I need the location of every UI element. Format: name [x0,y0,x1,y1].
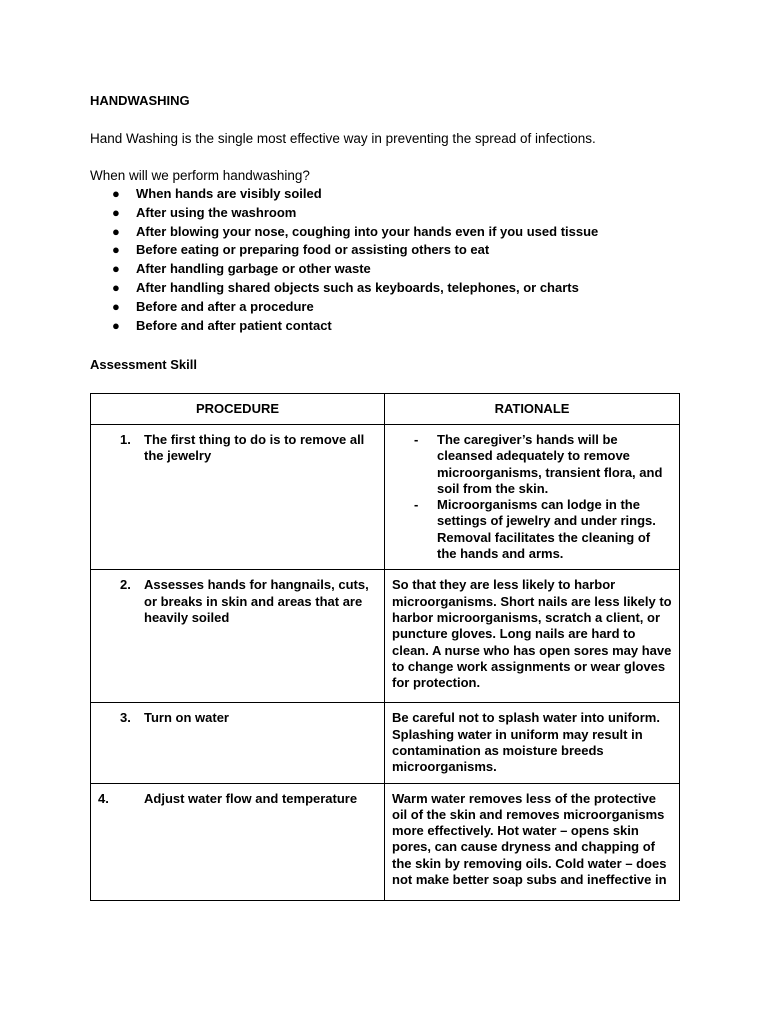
procedure-table [90,393,680,901]
list-item: ● Before and after patient contact [112,317,332,333]
rationale-cell [385,703,680,783]
page-title: HANDWASHING [90,93,190,108]
rationale-text: So that they are less likely to harbor microorganisms. Short nails are less likely to harbor microorganisms, scratch a client, or puncture gloves. Long nails are hard to clean. A nurse who has open sores may have to change work assignments or wear gloves for protection. [392,577,672,691]
rationale-cell [385,783,680,900]
table-row [91,425,680,570]
bullet-icon: ● [112,317,120,333]
step-number: 4. [98,790,109,806]
table-row [91,783,680,900]
list-item: ● After blowing your nose, coughing into your hands even if you used tissue [112,223,599,239]
bullet-icon: ● [112,279,120,295]
rationale-cell [385,425,680,570]
table-row [91,570,680,703]
rationale-text: Warm water removes less of the protective oil of the skin and removes microorganisms more effectively. Hot water – opens skin pores, can cause dryness and chapping of the skin by removing oils. Cold water – does not make better soap subs and ineffective in [392,790,667,888]
column-header-procedure: PROCEDURE [91,394,385,425]
dash-marker: - [414,497,419,513]
procedure-cell [91,425,385,570]
intro-paragraph: Hand Washing is the single most effective way in preventing the spread of infections. [90,131,596,146]
table-header-row [91,394,680,425]
procedure-text: Assesses hands for hangnails, cuts, or breaks in skin and areas that are heavily soiled [144,577,369,625]
bullet-icon: ● [112,223,120,239]
rationale-cell [385,570,680,703]
rationale-text: Be careful not to splash water into uniform. Splashing water in uniform may result in contamination as moisture breeds microorganisms. [392,710,660,775]
step-number: 2. [120,577,131,593]
table-row [91,703,680,783]
bullet-icon: ● [112,298,120,314]
bullet-icon: ● [112,261,120,277]
question-line: When will we perform handwashing? [90,168,310,183]
procedure-cell [91,703,385,783]
column-header-rationale: RATIONALE [385,394,680,425]
list-item: ● After handling shared objects such as keyboards, telephones, or charts [112,279,579,295]
list-item: ● After using the washroom [112,204,297,220]
list-item: ● Before and after a procedure [112,298,314,314]
step-number: 3. [120,710,131,726]
procedure-text: The first thing to do is to remove all the jewelry [144,432,365,464]
dash-marker: - [414,432,419,447]
bullet-icon: ● [112,242,120,258]
procedure-cell [91,570,385,703]
step-number: 1. [120,432,131,447]
list-item: - The caregiver’s hands will be cleansed adequately to remove microorganisms, transient flora, and soil from the skin. [414,432,663,496]
list-item: ● Before eating or preparing food or assisting others to eat [112,242,490,258]
bullet-icon: ● [112,186,120,201]
list-item: - Microorganisms can lodge in the settings of jewelry and under rings. Removal facilitates the cleaning of the hands and arms. [414,497,656,562]
bullet-icon: ● [112,204,120,220]
procedure-text: Turn on water [144,710,229,726]
procedure-text: Adjust water flow and temperature [144,790,358,806]
list-item: ● After handling garbage or other waste [112,261,371,277]
rationale-list [392,432,672,562]
procedure-cell [91,783,385,900]
section-heading: Assessment Skill [90,357,197,372]
list-item: ● When hands are visibly soiled [112,186,322,201]
handwashing-occasions-list [90,186,598,336]
